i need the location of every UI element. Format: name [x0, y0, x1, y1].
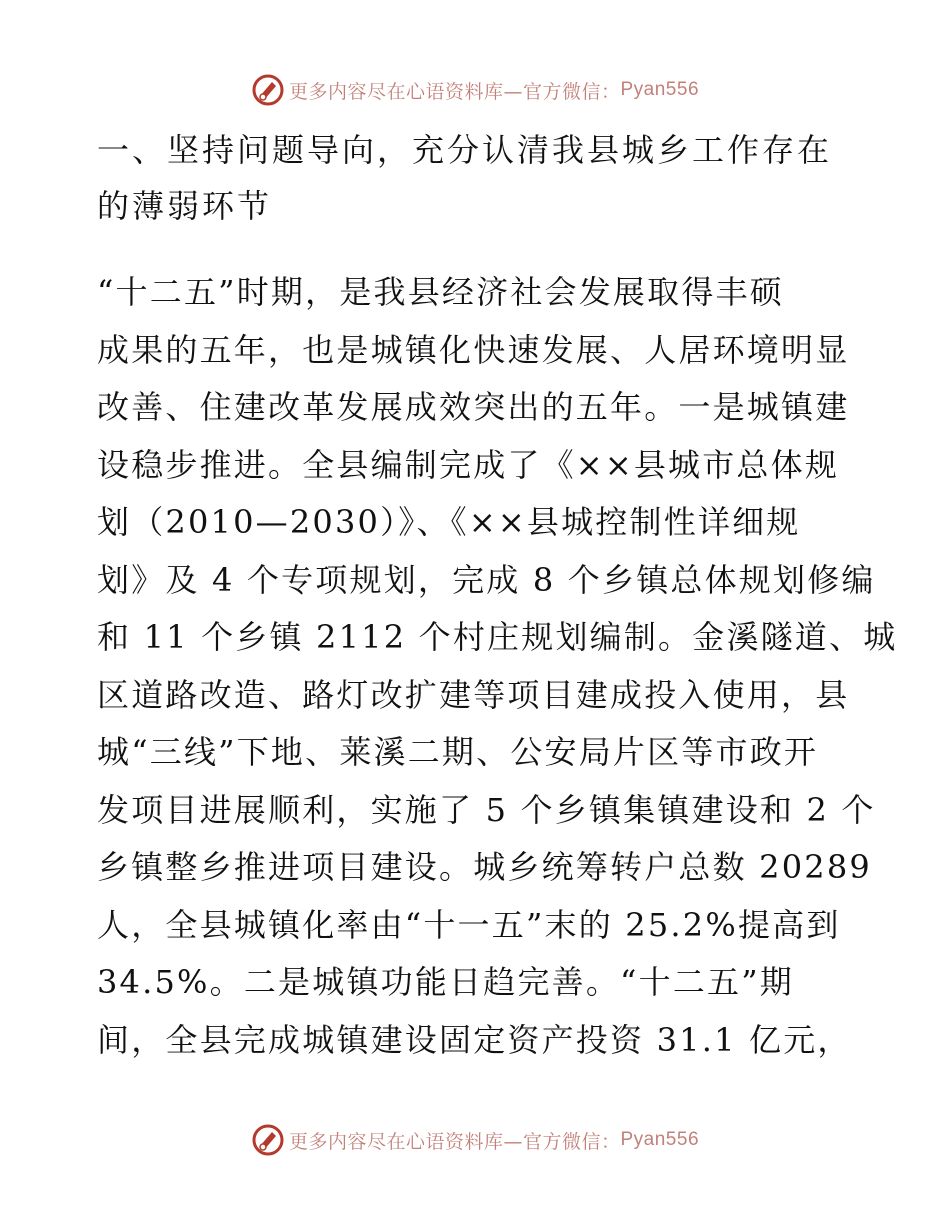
paragraph-line: 34.5%。二是城镇功能日趋完善。“十二五”期 — [97, 963, 794, 1001]
paragraph-line: 划》及 4 个专项规划，完成 8 个乡镇总体规划修编 — [97, 560, 876, 599]
paragraph-line: 和 11 个乡镇 2112 个村庄规划编制。金溪隧道、城 — [97, 618, 898, 656]
brand-logo-icon — [251, 1123, 285, 1157]
watermark-text: 更多内容尽在心语资料库—官方微信： — [288, 1130, 621, 1153]
paragraph-line: 发项目进展顺利，实施了 5 个乡镇集镇建设和 2 个 — [97, 790, 876, 829]
paragraph-line: 改善、住建改革发展成效突出的五年。一是城镇建 — [97, 388, 850, 426]
paragraph-line: 乡镇整乡推进项目建设。城乡统筹转户总数 20289 — [97, 848, 872, 886]
brand-logo-icon — [251, 73, 285, 107]
section-heading — [97, 122, 857, 234]
watermark-wechat-id: Pyan556 — [620, 1129, 700, 1150]
paragraph-line: 城“三线”下地、莱溪二期、公安局片区等市政开 — [97, 733, 819, 771]
paragraph-line: 区道路改造、路灯改扩建等项目建成投入使用，县 — [97, 675, 850, 714]
body-paragraph — [97, 264, 898, 1069]
paragraph-line: “十二五”时期，是我县经济社会发展取得丰硕 — [97, 273, 784, 311]
heading-line: 的薄弱环节 — [97, 187, 273, 225]
paragraph-line: 划（2010—2030）》、《××县城控制性详细规 — [97, 503, 801, 541]
paragraph-line: 设稳步推进。全县编制完成了《××县城市总体规 — [97, 445, 840, 484]
heading-line: 一、坚持问题导向，充分认清我县城乡工作存在 — [97, 131, 833, 169]
footer-watermark — [0, 1120, 950, 1160]
paragraph-line: 人，全县城镇化率由“十一五”末的 25.2%提高到 — [97, 905, 841, 944]
paragraph-line: 成果的五年，也是城镇化快速发展、人居环境明显 — [97, 330, 850, 369]
watermark-text: 更多内容尽在心语资料库—官方微信： — [288, 80, 621, 103]
paragraph-line: 间，全县完成城镇建设固定资产投资 31.1 亿元， — [97, 1020, 852, 1059]
header-watermark — [0, 70, 950, 110]
document-body — [97, 122, 898, 1069]
watermark-wechat-id: Pyan556 — [620, 79, 700, 100]
